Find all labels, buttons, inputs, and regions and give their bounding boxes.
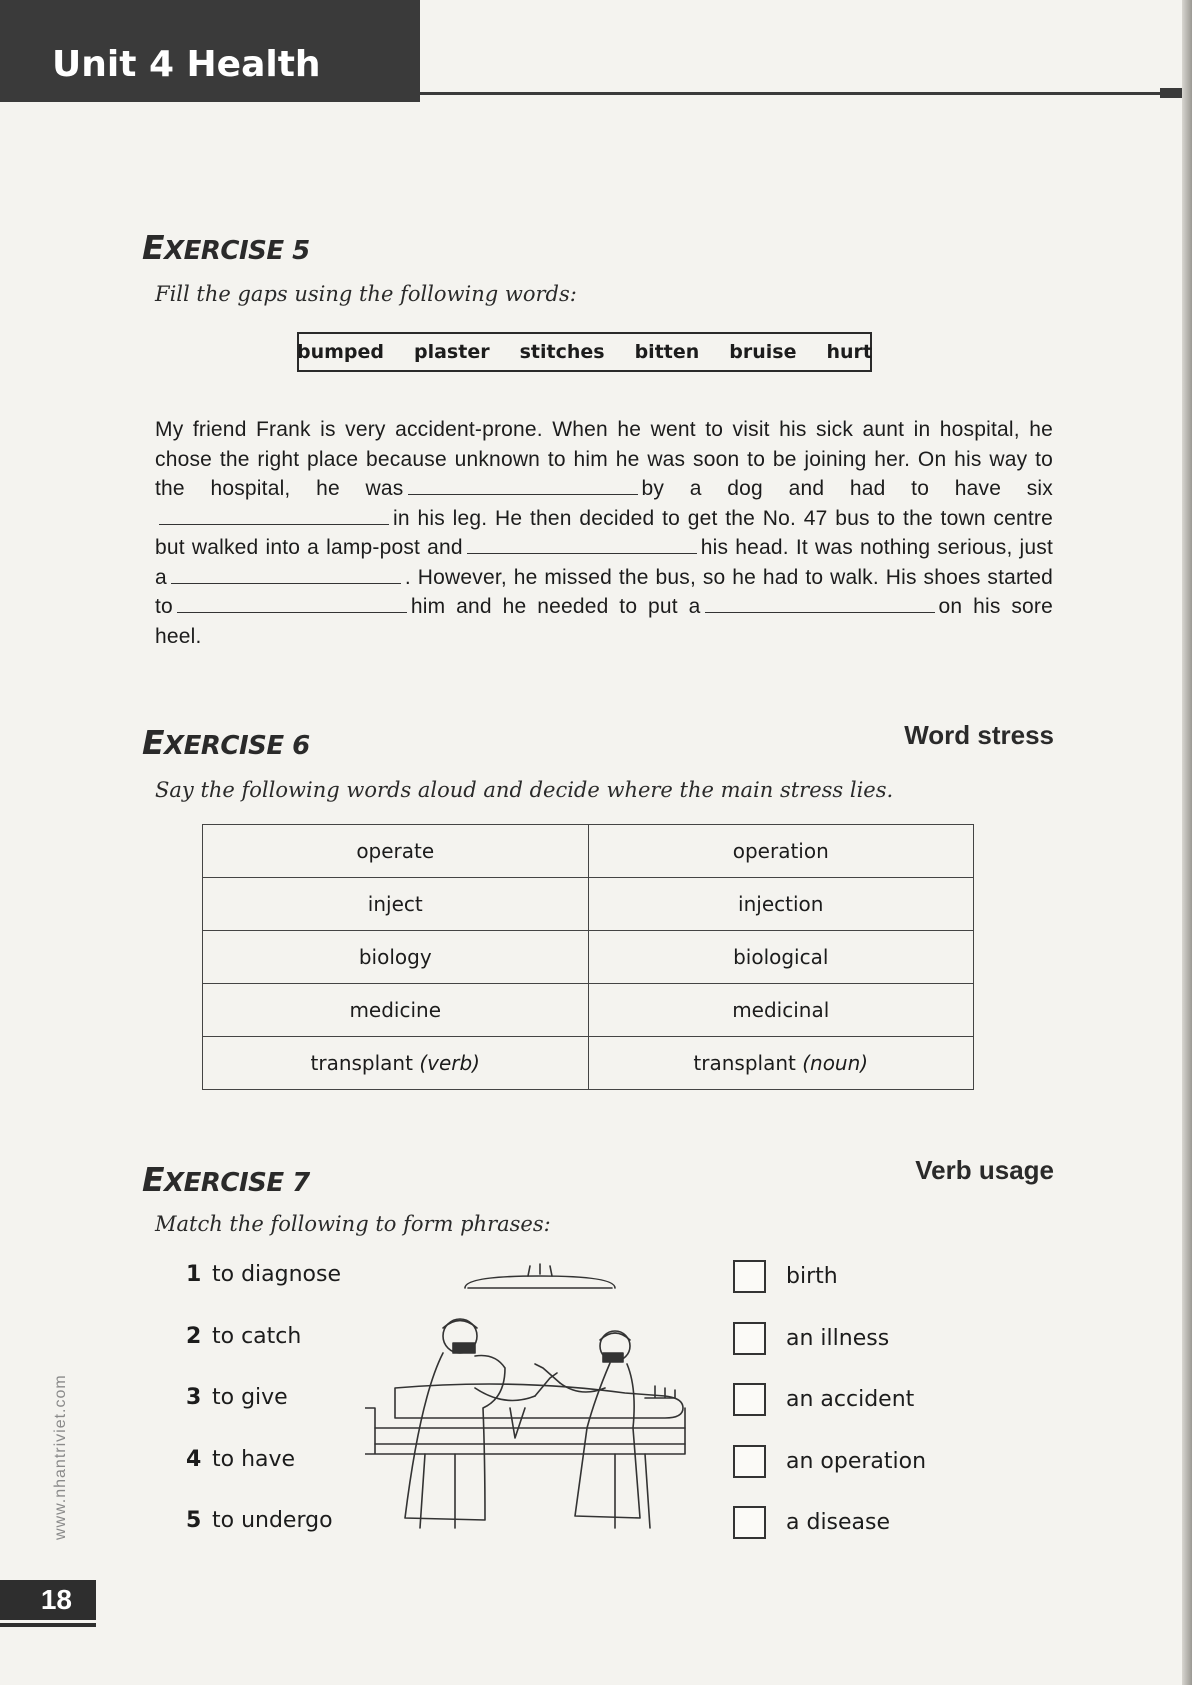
exercise-5-instruction: Fill the gaps using the following words: [155, 282, 577, 306]
item-number: 2 [186, 1323, 202, 1349]
table-cell: operate [203, 825, 589, 878]
answer-checkbox[interactable] [733, 1260, 766, 1293]
table-bars [375, 1428, 685, 1444]
exercise-7-title-initial: E [142, 1160, 165, 1199]
table-cell [588, 1037, 974, 1090]
list-item [733, 1449, 993, 1511]
word-bank-item: hurt [826, 341, 873, 363]
list-item [733, 1387, 993, 1449]
verb-list [186, 1262, 386, 1570]
table-cell: medicinal [588, 984, 974, 1037]
surgeon-left-arm [475, 1388, 535, 1401]
publisher-url: www.nhantriviet.com [52, 1374, 69, 1540]
page-number-rule [0, 1623, 96, 1627]
passage-text: his head. It was nothing serious, just a [155, 536, 1054, 589]
table-row [203, 984, 974, 1037]
word-bank-item: bumped [296, 341, 384, 363]
header-rule-end [1160, 88, 1182, 98]
nurse-cap [600, 1333, 630, 1340]
table-cell [203, 1037, 589, 1090]
cell-word: transplant [693, 1051, 796, 1075]
answer-checkbox[interactable] [733, 1506, 766, 1539]
list-item [186, 1324, 386, 1386]
item-number: 4 [186, 1446, 202, 1472]
item-text: an illness [786, 1325, 890, 1351]
exercise-5-title-initial: E [142, 228, 165, 267]
answer-checkbox[interactable] [733, 1383, 766, 1416]
unit-title: Unit 4 Health [52, 44, 321, 85]
section-verb-usage: Verb usage [915, 1155, 1054, 1185]
page-edge [1182, 0, 1192, 1685]
exercise-6-instruction: Say the following words aloud and decide where the main stress lies. [155, 778, 894, 802]
item-number: 5 [186, 1508, 202, 1533]
cell-note: (verb) [419, 1051, 480, 1075]
exercise-7-title-rest: XERCISE 7 [164, 1168, 310, 1198]
list-item [733, 1264, 993, 1326]
table-frame [365, 1408, 685, 1454]
item-text: to have [212, 1446, 296, 1472]
list-item [186, 1447, 386, 1509]
item-text: an operation [786, 1448, 927, 1474]
item-text: birth [786, 1264, 838, 1289]
list-item [186, 1508, 386, 1570]
item-text: to give [212, 1385, 288, 1410]
cell-word: transplant [310, 1051, 413, 1075]
item-text: an accident [786, 1387, 915, 1412]
page-number: 18 [0, 1580, 96, 1620]
exercise-6-title-rest: XERCISE 6 [164, 731, 310, 761]
table-cell: injection [588, 878, 974, 931]
nurse-mask [603, 1353, 623, 1362]
item-text: to catch [212, 1323, 302, 1349]
surgeon-left-mask [453, 1343, 475, 1353]
passage-text: in his leg. He then decided to get the No. 47 bus to the town centre but walked into a lamp-post and [155, 506, 1053, 559]
table-cell: inject [203, 878, 589, 931]
sheet-fold [510, 1408, 525, 1438]
table-cell: biological [588, 931, 974, 984]
exercise-6-title-initial: E [142, 723, 165, 762]
table-row [203, 1037, 974, 1090]
section-word-stress: Word stress [904, 720, 1054, 750]
passage-text: on his sore heel. [155, 595, 1053, 648]
surgery-illustration [365, 1258, 705, 1543]
word-bank-item: bruise [729, 341, 797, 363]
item-text: to diagnose [212, 1262, 342, 1287]
exercise-5-title [142, 228, 310, 267]
blank-4[interactable] [171, 566, 401, 584]
word-bank-item: stitches [519, 341, 605, 363]
table-row [203, 825, 974, 878]
list-item [733, 1326, 993, 1388]
lamp-shade [465, 1276, 615, 1288]
answer-checkbox[interactable] [733, 1445, 766, 1478]
nurse-gown [575, 1363, 640, 1518]
passage-text: My friend Frank is very accident-prone. When he went to visit his sick aunt in hospital, he chose the right place because unknown to him he was soon to be joining her. On his way to the hospital, he was [155, 418, 1053, 500]
cell-note: (noun) [802, 1051, 869, 1075]
patient-body [395, 1384, 683, 1418]
table-cell: biology [203, 931, 589, 984]
table-cell: medicine [203, 984, 589, 1037]
exercise-5-title-rest: XERCISE 5 [164, 236, 310, 266]
item-text: a disease [786, 1510, 891, 1535]
passage-text: him and he needed to put a [410, 595, 701, 618]
exercise-5-passage [155, 415, 1053, 651]
header-rule [420, 92, 1180, 95]
passage-text: . However, he missed the bus, so he had to walk. His shoes started to [155, 565, 1053, 618]
blank-5[interactable] [177, 595, 407, 613]
word-bank-item: plaster [414, 341, 490, 363]
table-cell: operation [588, 825, 974, 878]
item-text: to undergo [212, 1508, 333, 1533]
list-item [186, 1385, 386, 1447]
item-number: 1 [186, 1262, 202, 1287]
exercise-7-instruction: Match the following to form phrases: [155, 1212, 551, 1236]
noun-list [733, 1264, 993, 1572]
passage-text: by a dog and had to have six [641, 477, 1053, 500]
exercise-6-title [142, 723, 310, 762]
word-stress-table [202, 824, 974, 1090]
blank-3[interactable] [467, 536, 697, 554]
blank-2[interactable] [159, 507, 389, 525]
answer-checkbox[interactable] [733, 1322, 766, 1355]
list-item [733, 1510, 993, 1572]
word-bank [297, 332, 872, 372]
surgeon-left-cap [443, 1321, 477, 1329]
exercise-7-title [142, 1160, 310, 1199]
blank-6[interactable] [705, 595, 935, 613]
word-bank-item: bitten [634, 341, 700, 363]
blank-1[interactable] [408, 477, 638, 495]
item-number: 3 [186, 1385, 202, 1410]
table-row [203, 878, 974, 931]
lamp-light [528, 1264, 552, 1276]
list-item [186, 1262, 386, 1324]
table-row [203, 931, 974, 984]
